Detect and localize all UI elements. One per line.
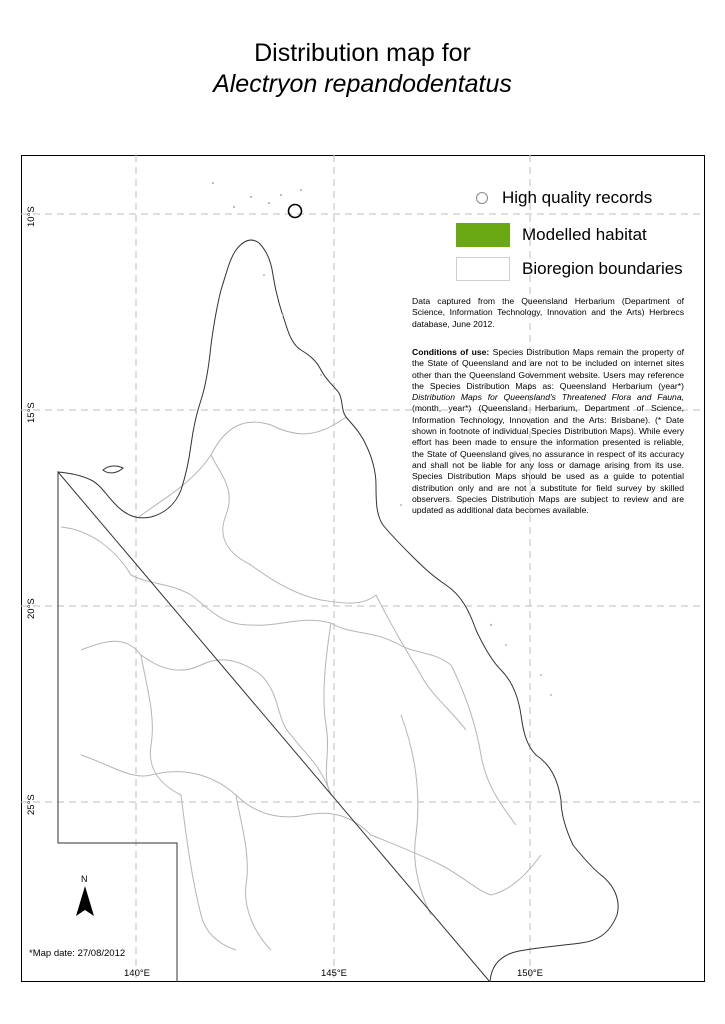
conditions-italic: Distribution Maps for Queensland's Threatened Flora and Fauna,	[412, 392, 684, 403]
lat-label-10: 10°S	[26, 206, 37, 227]
conditions-text-2: (month, year*) (Queensland Herbarium, Department of Science, Information Technology, Innovation and the Arts: Brisbane). (* Date shown in footnote of individual Species Distribution Maps). While every effort has been made to ensure the information presented is reliable, the State of Queensland gives no assurance in respect of its accuracy and shall not be liable for any loss or damage arising from its use. Species Distribution Maps should be used as a guide to potential distribution only and are not a substitute for field survey by skilled observers. Species Distribution Maps are subject to review and are updated as additional data becomes available.	[412, 403, 684, 516]
legend-label: High quality records	[502, 188, 653, 207]
mornington-island	[103, 466, 123, 473]
conditions-text-1: Species Distribution Maps remain the property of the State of Queensland and are not to be included on internet sites other than the Queensland Government website. Users may reference the Species Distribution Maps as: Queensland Herbarium (year*)	[412, 347, 684, 391]
torres-strait-islands	[212, 182, 302, 208]
north-arrow	[72, 874, 98, 920]
legend-item-habitat	[456, 223, 647, 247]
bioregion-swatch	[456, 257, 510, 281]
lon-label-145: 145°E	[321, 968, 347, 979]
data-source-note: Data captured from the Queensland Herbarium (Department of Science, Information Technology, Innovation and the Arts) Herbrecs database, June 2012.	[412, 296, 684, 329]
lon-label-140: 140°E	[124, 968, 150, 979]
conditions-heading: Conditions of use	[412, 347, 487, 357]
map-date: *Map date: 27/08/2012	[29, 948, 126, 959]
lat-label-20: 20°S	[26, 598, 37, 619]
lat-label-15: 15°S	[26, 402, 37, 423]
conditions-of-use: Conditions of use: Species Distribution Maps remain the property of the State of Queensland and are not to be included on internet sites other than the Queensland Government website. Users may reference the Species Distribution Maps as: Queensland Herbarium (year*) Distribution Maps for Queensland's Threatened Flora and Fauna, (month, year*) (Queensland Herbarium, Department of Science, Information Technology, Innovation and the Arts: Brisbane). (* Date shown in footnote of individual Species Distribution Maps). While every effort has been made to ensure the information presented is reliable, the State of Queensland gives no assurance in respect of its accuracy and shall not be liable for any loss or damage arising from its use. Species Distribution Maps should be used as a guide to potential distribution only and are not a substitute for field survey by skilled observers. Species Distribution Maps are subject to review and are updated as additional data becomes available.	[412, 347, 684, 516]
legend-label: Modelled habitat	[522, 225, 647, 244]
map-title	[0, 38, 725, 100]
habitat-swatch	[456, 223, 510, 247]
legend-label: Bioregion boundaries	[522, 259, 683, 278]
legend-item-records	[456, 188, 652, 208]
legend-item-bioregions	[456, 257, 683, 281]
lat-label-25: 25°S	[26, 794, 37, 815]
title-line: Distribution map for	[254, 39, 471, 67]
lon-label-150: 150°E	[517, 968, 543, 979]
north-label: N	[81, 874, 88, 884]
north-arrow-icon	[72, 886, 98, 922]
hollow-circle-icon	[476, 192, 488, 204]
species-name: Alectryon repandodentatus	[213, 70, 512, 98]
high-quality-record-marker	[289, 205, 302, 218]
